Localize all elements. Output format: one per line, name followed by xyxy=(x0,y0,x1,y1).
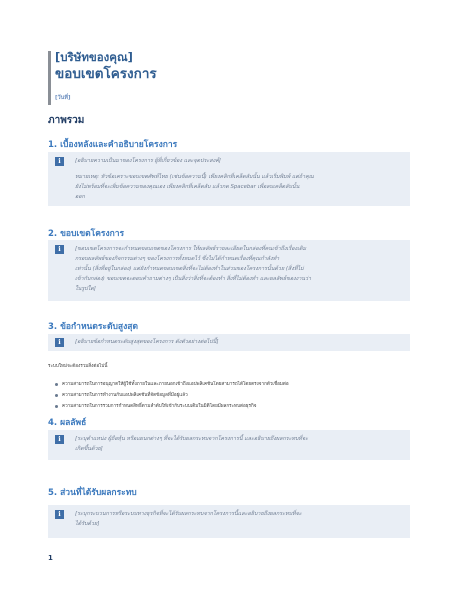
callout-text xyxy=(75,156,400,202)
callout-line: ในรูปใด] xyxy=(75,286,96,292)
list-item xyxy=(48,390,418,401)
page-number: 1 xyxy=(48,554,53,562)
callout-line: หมายเหตุ: หัวข้อเคราะขอบเขตศัพท์ไทย (เช่นข้อความนี้) เพียงคลิกที่เคล็ดลับนั้น แล้วเริ่มพิมพ์ แต่ถ้าคุณ xyxy=(75,174,314,180)
callout-text xyxy=(75,244,400,294)
bullet-icon xyxy=(55,394,58,397)
callout-line: [อธิบายความเป็นมาของโครงการ ผู้ที่เกี่ยวข้อง และจุดประสงค์] xyxy=(75,158,221,164)
callout-text xyxy=(75,509,400,529)
section-heading-background: 1. เบื้องหลังและคำอธิบายโครงการ xyxy=(48,140,178,150)
info-icon: i xyxy=(55,245,64,254)
callout-deliverables xyxy=(48,430,410,460)
title-accent-bar xyxy=(48,51,51,105)
callout-line: ยังไม่พร้อมที่จะเพิ่มข้อความของคุณเอง เพียงคลิกที่เคล็ดลับ แล้วกด Spacebar เพื่อลบเคล็ดลับนั้น xyxy=(75,184,300,190)
callout-line: ออก xyxy=(75,194,85,200)
requirements-intro: ระบบใหม่จะต้องรวมสิ่งต่อไปนี้ xyxy=(48,364,108,369)
info-icon: i xyxy=(55,435,64,444)
overview-heading: ภาพรวม xyxy=(48,115,85,126)
list-item-text: ความสามารถในการอนุญาตให้ผู้ใช้ทั้งภายในและภายนอกเข้าถึงแอปพลิเคชันโดยสามารถได้โดยตรงจากตัวเชื่อมต่อ xyxy=(62,382,289,387)
document-date: [วันที่] xyxy=(55,95,71,101)
section-heading-scope: 2. ขอบเขตโครงการ xyxy=(48,229,125,239)
section-heading-affected: 5. ส่วนที่ได้รับผลกระทบ xyxy=(48,488,137,498)
callout-text xyxy=(75,434,400,454)
callout-line: [ขอบเขตโครงการจะกำหนดขอบเขตของโครงการ ให้ผลลัพธ์รายละเอียดในกล่องที่คนเข้าถึงเรื่องเดิม xyxy=(75,246,306,252)
list-item-text: ความสามารถในการรวมการกำหนดสิทธิ์ตามลำดับให้เข้ากับระบบเดิมในมิติโดยมีผลกระทบต่อธุรกิจ xyxy=(62,404,257,409)
bullet-icon xyxy=(55,383,58,386)
list-item xyxy=(48,401,418,412)
callout-line: [อธิบายข้อกำหนดระดับสูงสุดของโครงการ ดังตัวอย่างต่อไปนี้] xyxy=(75,339,219,345)
list-item-text: ความสามารถในการทำงานกับแอปพลิเคชันที่จัดข้อมูลที่มีอยู่แล้ว xyxy=(62,393,188,398)
callout-line: เท่านั้น (สิ่งที่อยู่ในกล่อง) แต่ยังกำหนดขอบเขตสิ่งที่จะไม่ต้องทำในส่วนของโครงการนั้นด้วย (สิ่งที่ไม่ xyxy=(75,266,304,272)
callout-background xyxy=(48,152,410,206)
bullet-icon xyxy=(55,405,58,408)
callout-line: ได้รับด้วย] xyxy=(75,521,100,527)
callout-requirements xyxy=(48,334,410,351)
document-title: ขอบเขตโครงการ xyxy=(55,66,157,82)
callout-line: กรอบผลลัพธ์ของกิจกรรมต่างๆ ของโครงการทั้งหมดไว้ ซึ่งไม่ได้กำหนดเรื่องที่คุณกำลังทำ xyxy=(75,256,280,262)
section-heading-deliverables: 4. ผลลัพธ์ xyxy=(48,418,87,428)
callout-line: [ระบุกระบวนการหรือระบบทางธุรกิจที่จะได้รับผลกระทบจากโครงการนี้และอธิบายถึงผลกระทบที่จะ xyxy=(75,511,302,517)
info-icon: i xyxy=(55,157,64,166)
list-item xyxy=(48,379,418,390)
callout-line: เข้ากับกล่อง) ขอบเขตจะตอบคำถามต่างๆ เป็นสิ่งว่าสิ่งที่จะต้องทำ สิ่งที่ไม่ต้องทำ และผลลัพธ์ของงานว่า xyxy=(75,276,312,282)
callout-line: [ระบุตำแหน่ง ผู้ถือหุ้น หรือแผนกต่างๆ ที่จะได้รับผลกระทบจากโครงการนี้ และอธิบายถึงผลกระทบที่จะ xyxy=(75,436,309,442)
requirements-list xyxy=(48,379,418,412)
info-icon: i xyxy=(55,510,64,519)
callout-affected xyxy=(48,505,410,538)
company-name: [บริษัทของคุณ] xyxy=(55,50,133,64)
callout-text xyxy=(75,337,400,347)
callout-scope xyxy=(48,240,410,301)
callout-line: เกิดขึ้นด้วย] xyxy=(75,446,103,452)
info-icon: i xyxy=(55,338,64,347)
section-heading-requirements: 3. ข้อกำหนดระดับสูงสุด xyxy=(48,322,138,332)
